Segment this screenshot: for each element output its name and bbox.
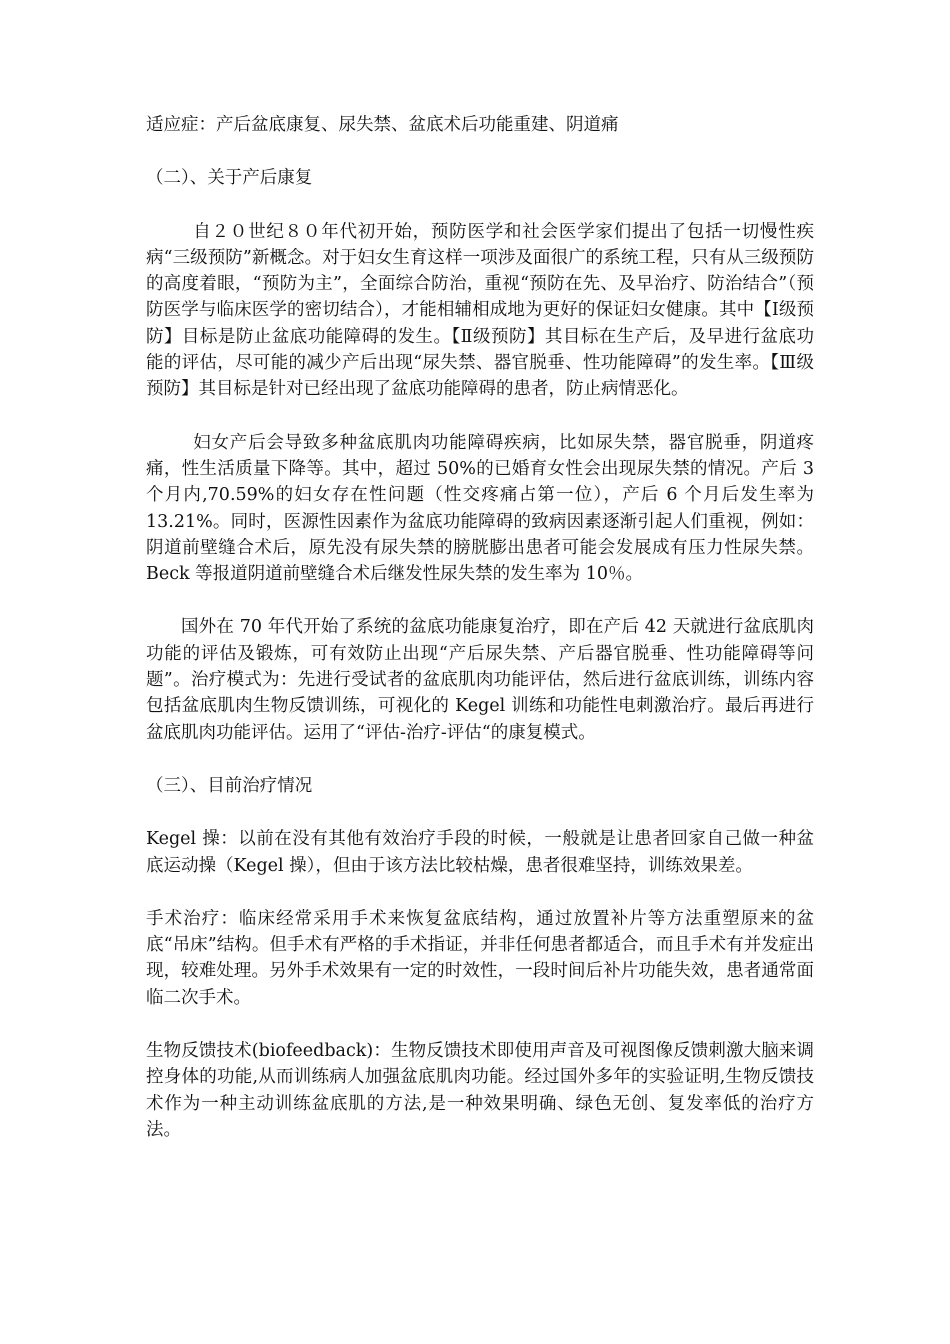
indications-paragraph: 适应症：产后盆底康复、尿失禁、盆底术后功能重建、阴道痛 — [146, 115, 619, 135]
paragraph-kegel: Kegel 操：以前在没有其他有效治疗手段的时候，一般就是让患者回家自己做一种盆底运动操（Kegel 操），但由于该方法比较枯燥，患者很难坚持，训练效果差。 — [146, 829, 814, 876]
section-heading-current-treatment: （三）、目前治疗情况 — [146, 775, 313, 796]
document-page — [146, 112, 814, 1170]
paragraph-postpartum-disorders: 妇女产后会导致多种盆底肌肉功能障碍疾病，比如尿失禁，器官脱垂，阴道疼痛，性生活质量下降等。其中，超过 50%的已婚育女性会出现尿失禁的情况。产后 3 个月内,70.59%的妇女存在性问题（性交疼痛占第一位），产后 6 个月后发生率为 13.21%。同时，医源性因素作为盆底功能障碍的致病因素逐渐引起人们重视，例如：阴道前壁缝合术后，原先没有尿失禁的膀胱膨出患者可能会发展成有压力性尿失禁。Beck 等报道阴道前壁缝合术后继发性尿失禁的发生率为 10％。 — [146, 432, 814, 585]
section-heading-postpartum-rehab: （二）、关于产后康复 — [146, 168, 313, 189]
paragraph-surgery: 手术治疗：临床经常采用手术来恢复盆底结构，通过放置补片等方法重塑原来的盆底“吊床”结构。但手术有严格的手术指证，并非任何患者都适合，而且手术有并发症出现，较难处理。另外手术效果有一定的时效性，一段时间后补片功能失效，患者通常面临二次手术。 — [146, 908, 814, 1008]
paragraph-foreign-rehab: 国外在 70 年代开始了系统的盆底功能康复治疗，即在产后 42 天就进行盆底肌肉功能的评估及锻炼，可有效防止出现“产后尿失禁、产后器官脱垂、性功能障碍等问题”。治疗模式为：先进行受试者的盆底肌肉功能评估，然后进行盆底训练，训练内容包括盆底肌肉生物反馈训练，可视化的 Kegel 训练和功能性电刺激治疗。最后再进行盆底肌肉功能评估。运用了“评估-治疗-评估“的康复模式。 — [146, 617, 814, 743]
paragraph-three-level-prevention: 自２０世纪８０年代初开始，预防医学和社会医学家们提出了包括一切慢性疾病“三级预防”新概念。对于妇女生育这样一项涉及面很广的系统工程，只有从三级预防的高度着眼，“预防为主”，全面综合防治，重视“预防在先、及早治疗、防治结合”（预防医学与临床医学的密切结合），才能相辅相成地为更好的保证妇女健康。其中【Ⅰ级预防】目标是防止盆底功能障碍的发生。【Ⅱ级预防】其目标在生产后，及早进行盆底功能的评估，尽可能的减少产后出现“尿失禁、器官脱垂、性功能障碍”的发生率。【Ⅲ级预防】其目标是针对已经出现了盆底功能障碍的患者，防止病情恶化。 — [146, 221, 814, 400]
paragraph-biofeedback: 生物反馈技术(biofeedback)：生物反馈技术即使用声音及可视图像反馈刺激大脑来调控身体的功能,从而训练病人加强盆底肌肉功能。经过国外多年的实验证明,生物反馈技术作为一种主动训练盆底肌的方法,是一种效果明确、绿色无创、复发率低的治疗方法。 — [146, 1041, 814, 1140]
